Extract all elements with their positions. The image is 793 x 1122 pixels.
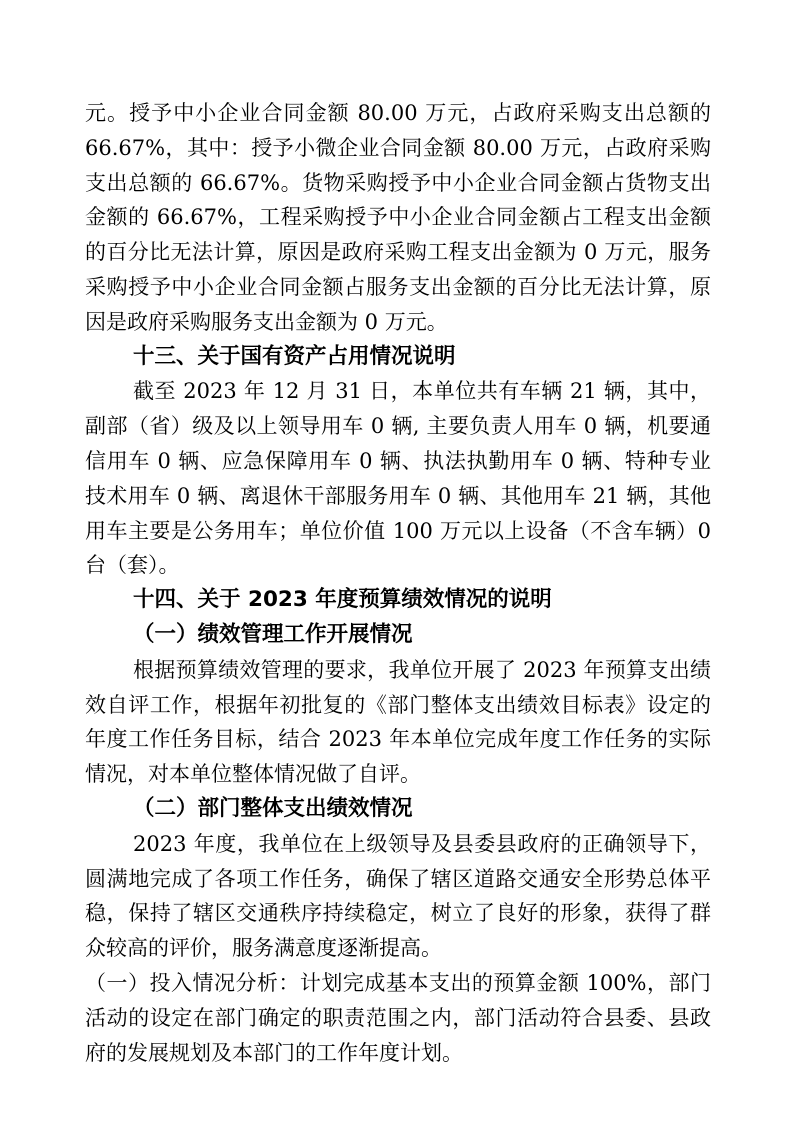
document-content	[85, 96, 711, 1070]
section-heading-14-budget-performance: 十四、关于 2023 年度预算绩效情况的说明	[133, 587, 552, 613]
paragraph-input-analysis: （一）投入情况分析：计划完成基本支出的预算金额 100%，部门活动的设定在部门确定的职责范围之内，部门活动符合县委、县政府的发展规划及本部门的工作年度计划。	[85, 970, 711, 1065]
paragraph-vehicles: 截至 2023 年 12 月 31 日，本单位共有车辆 21 辆，其中，副部（省）级及以上领导用车 0 辆, 主要负责人用车 0 辆，机要通信用车 0 辆、应急保障用车 0 辆、执法执勤用车 0 辆、特种专业技术用车 0 辆、离退休干部服务用车 0 辆、其他用车 21 辆，其他用车主要是公务用车；单位价值 100 万元以上设备（不含车辆）0 台（套）。	[85, 379, 711, 578]
subsection-heading-1-performance-management: （一）绩效管理工作开展情况	[133, 621, 413, 647]
section-heading-13-state-assets: 十三、关于国有资产占用情况说明	[133, 343, 456, 369]
paragraph-procurement-continuation: 元。授予中小企业合同金额 80.00 万元，占政府采购支出总额的 66.67%，其中：授予小微企业合同金额 80.00 万元，占政府采购支出总额的 66.67%。货物采购授予中小企业合同金额占货物支出金额的 66.67%，工程采购授予中小企业合同金额占工程支出金额的百分比无法计算，原因是政府采购工程支出金额为 0 万元，服务采购授予中小企业合同金额占服务支出金额的百分比无法计算，原因是政府采购服务支出金额为 0 万元。	[85, 101, 711, 334]
paragraph-2023-achievements: 2023 年度，我单位在上级领导及县委县政府的正确领导下，圆满地完成了各项工作任务，确保了辖区道路交通安全形势总体平稳，保持了辖区交通秩序持续稳定，树立了良好的形象，获得了群众较高的评价，服务满意度逐渐提高。	[85, 831, 711, 961]
paragraph-self-evaluation: 根据预算绩效管理的要求，我单位开展了 2023 年预算支出绩效自评工作，根据年初批复的《部门整体支出绩效目标表》设定的年度工作任务目标，结合 2023 年本单位完成年度工作任务的实际情况，对本单位整体情况做了自评。	[85, 657, 711, 787]
subsection-heading-2-overall-expenditure-performance: （二）部门整体支出绩效情况	[133, 795, 413, 821]
